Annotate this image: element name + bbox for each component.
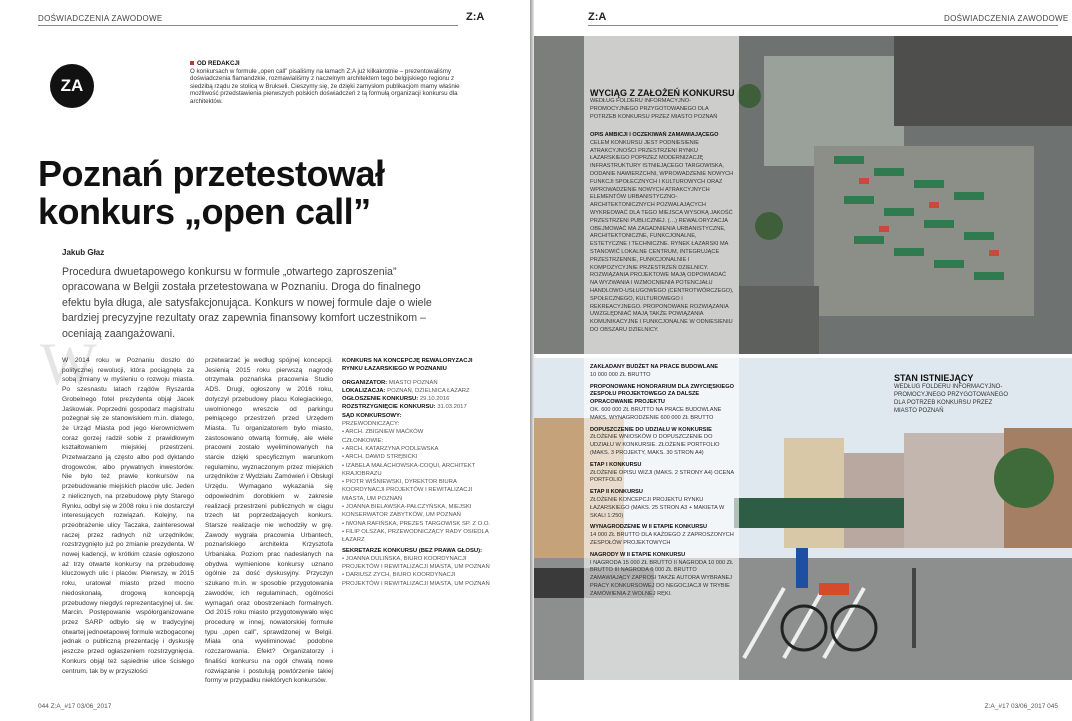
jury-item: CZŁONKOWIE: [342,437,384,444]
jury-item: • IZABELA MAŁACHOWSKA-COQUI, ARCHITEKT KRAJOBRAZU [342,462,476,477]
author-name: Jakub Głaz [62,248,105,257]
excerpt-body [590,132,735,335]
budget-value: 10 000 000 ZŁ BRUTTO [590,371,651,378]
excerpt-title: WYCIĄG Z ZAŁOŻEŃ KONKURSU [590,88,735,98]
budget-value: I NAGRODA 15 000 ZŁ BRUTTO II NAGRODA 10 000 ZŁ BRUTTO III NAGRODA 6 000 ZŁ BRUTTO ZAMAWIAJĄCY ZAPROSI TAKŻE AUTORA WYBRANEJ PRACY KONKURSOWEJ DO NEGOCJACJI W TRYBIE ZAMÓWIENIA Z WOLNEJ RĘKI. [590,559,734,597]
stan-caption [894,373,1014,415]
jury-label: SĄD KONKURSOWY: [342,412,402,419]
info-heading: KONKURS NA KONCEPCJĘ REWALORYZACJI RYNKU ŁAZARSKIEGO W POZNANIU [342,358,473,373]
excerpt-subtitle: WEDŁUG FOLDERU INFORMACYJNO-PROMOCYJNEGO PRZYGOTOWANEGO DLA POTRZEB KONKURSU PRZEZ MIASTO POZNAŃ [590,98,718,120]
editorial-note [190,60,470,106]
budget-label: DOPUSZCZENIE DO UDZIAŁU W KONKURSIE [590,426,712,433]
budget-label: ETAP II KONKURSU [590,489,643,496]
section-header: DOŚWIADCZENIA ZAWODOWE [38,14,163,23]
jury-item: • PIOTR WIŚNIEWSKI, DYREKTOR BIURA KOORDYNACJI PROJEKTÓW I REWITALIZACJI MIASTA, UM POZNAŃ [342,479,473,502]
budget-value: OK. 600 000 ZŁ BRUTTO NA PRACE BUDOWLANE MAKS. WYNAGRODZENIE 600 000 ZŁ BRUTTO [590,406,722,421]
brand-logo-right: Z:A [588,11,607,23]
location-label: LOKALIZACJA: [342,387,386,394]
editorial-text: O konkursach w formule „open call” pisaliśmy na łamach Z:A już kilkakrotnie – prezentowaliśmy doświadczenia flamandzkie, rozmawialiśmy z naczelnym architektem tego belgijskiego regionu z siedzibą rządu ze stolicą w Brukseli. Cieszymy się, że dzięki zamysłom publikacjom mamy właśnie możliwość przedstawienia pierwszych polskich doświadczeń z tą formułą organizacji konkursu dla architektów. [190,67,460,105]
secretaries-label: SEKRETARZE KONKURSU (BEZ PRAWA GŁOSU): [342,547,483,554]
header-rule [38,25,458,26]
budget-label: WYNAGRODZENIE W II ETAPIE KONKURSU [590,524,708,531]
budget-value: ZŁOŻENIE WNIOSKÓW O DOPUSZCZENIE DO UDZIAŁU W KONKURSIE. ZŁOŻENIE PORTFOLIO (MAKS. 3 PROJEKTY, MAKS. 30 STRON A4) [590,434,720,456]
stan-subtitle: WEDŁUG FOLDERU INFORMACYJNO-PROMOCYJNEGO PRZYGOTOWANEGO DLA POTRZEB KONKURSU PRZEZ MIASTO POZNAŃ [894,384,1009,414]
organizer-label: ORGANIZATOR: [342,379,388,386]
budget-value: 14 000 ZŁ BRUTTO DLA KAŻDEGO Z ZAPROSZONYCH ZESPOŁÓW PROJEKTOWYCH [590,532,734,546]
budget-list [590,364,735,599]
drop-cap-watermark: W [40,331,97,397]
organizer-value: MIASTO POZNAŃ [388,379,438,386]
left-page [0,0,530,721]
article-title [38,155,385,231]
jury-item: • ARCH. KATARZYNA PODLEWSKA [342,445,439,452]
resolved-label: ROZSTRZYGNIĘCIE KONKURSU: [342,404,436,411]
title-line-2: konkurs „open call” [38,191,371,232]
title-line-1: Poznań przetestował [38,153,385,194]
article-lead: Procedura dwuetapowego konkursu w formule „otwartego zaproszenia” opracowana w Belgii została przetestowana w Poznaniu. Droga do finalnego efektu była długa, ale satysfakcjonująca. Konkurs w nowej formule daje o wiele bardziej precyzyjne rezultaty oraz zapewnia finansowy komfort uczestnikom – oceniają zaangażowani. [62,266,432,340]
secretary-item: • JOANNA DULIŃSKA, BIURO KOORDYNACJI PROJEKTÓW I REWITALIZACJI MIASTA, UM POZNAŃ [342,555,490,571]
budget-label: ZAKŁADANY BUDŻET NA PRACE BUDOWLANE [590,364,719,370]
za-badge: ZA [50,64,94,108]
resolved-value: 31.03.2017 [437,404,467,411]
excerpt-section-label: OPIS AMBICJI I OCZEKIWAŃ ZAMAWIAJĄCEGO [590,132,719,138]
jury-item: PRZEWODNICZĄCY: [342,421,400,428]
body-column-1: W 2014 roku w Poznaniu doszło do politycznej rewolucji, która pociągnęła za sobą zmiany w myśleniu o rozwoju miasta. Po szesnastu latach rządów Ryszarda Grobelnego fotel prezydenta objął Jacek Jaśkowiak. Poprzedni gospodarz magistratu pożegnał się ze stanowiskiem m.in. dlatego, że Urząd Miasta pod jego kierownictwem coraz gorzej radził sobie z prawidłowym kształtowaniem miejskiej przestrzeni. Przetwarzano ją często albo pod dyktando drogowców, albo prywatnych inwestorów. Nie było też prawie konkursów na przebudowanie miejskich placów ulic. Jeden z nielicznych, na przebudowę płyty Starego Rynku, odbył się w 2008 roku i nie dostarczył interesujących rozwiązań. Kolejny, na przeobrażenie ulicy Taczaka, zainteresował raczej przez radnych niż urzędników, rozstrzygnięto już po zmianie prezydenta. W nowej kadencji, w krótkim czasie ogłoszono aż trzy otwarte konkursy na przebudowę kluczowych ulic i placów. Pierwszy, w 2015 roku, uratował miasto przed mocno niedoskonałą, drogową koncepcją przebudowy niegdyś reprezentacyjnej ul. św. Marcin. Postępowanie współorganizowane przez SARP odbyło się w tradycyjnej otwartej jednoetapowej formule wzbogaconej jednak o publiczną prezentację i dyskusję jeszcze przed ogłaszeniem rozstrzygnięcia. Konkurs objął też sąsiednie ulice ścisłego centrum, tak by w przyszłości [62,357,194,675]
jury-item: • ARCH. DAWID STRĘBICKI [342,454,418,461]
budget-value: ZŁOŻENIE OPISU WIZJI (MAKS. 2 STRONY A4) OCENA PORTFOLIO [590,469,734,484]
secretary-item: • DARIUSZ ZYCH, BIURO KOORDYNACJI PROJEKTÓW I REWITALIZACJI MIASTA, UM POZNAŃ [342,572,490,587]
jury-item: • ARCH. ZBIGNIEW MAĆKÓW [342,429,424,436]
jury-item: • JOANNA BIELAWSKA-PAŁCZYŃSKA, MIEJSKI KONSERWATOR ZABYTKÓW, UM POZNAŃ [342,504,472,519]
page-footer-left: 044 Z:A_#17 03/06_2017 [38,703,112,710]
editorial-label: OD REDAKCJI [197,60,240,67]
jury-item: • FILIP OLSZAK, PRZEWODNICZĄCY RADY OSIEDLA ŁAZARZ [342,528,489,544]
location-value: POZNAŃ, DZIELNICA ŁAZARZ [387,387,470,394]
budget-label: NAGRODY W II ETAPIE KONKURSU [590,551,686,558]
excerpt-text: CELEM KONKURSU JEST PODNIESIENIE ATRAKCYJNOŚCI PRZESTRZENI RYNKU ŁAZARSKIEGO POPRZEZ MODERNIZACJĘ INFRASTRUKTURY ISTNIEJĄCEGO TARGOWISKA, DODANIE NAWIERZCHNI, WPROWADZENIE NOWYCH FUNKCJI SPOŁECZNYCH I KULTUROWYCH ORAZ WPROWADZENIE NOWYCH ATRAKCYJNYCH ELEMENTÓW URBANISTYCZNO-ARCHITEKTONICZNYCH POZWALAJĄCYCH WYKREOWAĆ DLA TEGO MIEJSCA WYSOKĄ JAKOŚĆ PRZESTRZENI PUBLICZNEJ. (…) REWALORYZACJA OBEJMOWAĆ MA ZAGADNIENIA URBANISTYCZNE, ARCHITEKTONICZNE, FUNKCJONALNE, ESTETYCZNE I TECHNICZNE. RYNEK ŁAZARSKI MA STANOWIĆ LOKALNE CENTRUM, INTEGRUJĄCE PRZESTRZENNIE, FUNKCJONALNIE I KOMPOZYCYJNIE PRZESTRZEŃ DZIELNICY. ROZWIĄZANIA PROJEKTOWE MAJĄ ODPOWIADAĆ NA WYZWANIA I WZMOCNIENIA POTENCJAŁU HANDLOWO-USŁUGOWEGO (CENTROTWÓRCZEGO), SPOŁECZNEGO, KULTUROWEGO I REKREACYJNEGO. PROPONOWANE ROZWIĄZANIA UWZGLĘDNIAĆ MAJĄ TAKŻE POWIĄZANIA KOMUNIKACYJNE I FUNKCJONALNE W ODNIESIENIU DO OBSZARU DZIELNICY. [590,139,734,333]
brand-logo: Z:A [466,11,485,23]
budget-label: PROPONOWANE HONORARIUM DLA ZWYCIĘSKIEGO ZESPOŁU PROJEKTOWEGO ZA DALSZE OPRACOWANIE PROJEKTU [590,383,734,406]
jury-item: • IWONA RAFIŃSKA, PREZES TARGOWISK SP. Z O.O. [342,520,491,527]
announced-label: OGŁOSZENIE KONKURSU: [342,396,419,403]
announced-value: 29.10.2016 [419,396,450,403]
stan-title: STAN ISTNIEJĄCY [894,373,974,383]
red-square-icon [190,61,194,65]
page-footer-right: Z:A_#17 03/06_2017 045 [984,703,1058,710]
header-rule-right [588,25,1058,26]
section-header-right: DOŚWIADCZENIA ZAWODOWE [944,14,1069,23]
right-page [534,0,1072,721]
body-column-2: przetwarzać je według spójnej koncepcji. Jesienią 2015 roku pierwszą nagrodę otrzymała poznańska pracownia Studio ADS. Drugi, ogłoszony w 2016 roku, dotyczył przebudowy placu Kolegiackiego, uwolnionego wreszcie od parkingu pełniącego przestrzeń przed Urzędem Miasta. Tu organizatorem było miasto, zastosowano otwartą formułę, ale wiele pracowni zostało wyeliminowanych na starcie dzięki specyficznym warunkom regulaminu, wyznaczonym przez miejskich urzędników z Wydziału Zamówień i Obsługi Urzędu. Wymagano wykazania się odpowiednim dorobkiem w zakresie realizacji przestrzeni publicznych w ciągu trzech lat poprzedzających konkurs. Starsze realizacje nie wchodziły w grę. Zawody wygrała pracownia Urbantech, poznańskiego architekta Krzysztofa Urbaniaka. Poziom prac nadesłanych na obydwa wymienione konkursy uznano ogólnie za dość dyskusyjny. Przyczyn szukano m.in. w sposobie przygotowania zawodów, ich regulaminach, ogólności wymagań oraz obostrzeniach formalnych. Od 2015 roku miasto przygotowywało więc procedurę w innej, nowatorskiej formule typu „open call”, sprawdzonej w Belgii. Miała ona wyeliminować podobne rozczarowania. Efekt? Organizatorzy i finaliści konkursu na ogół chwalą nowe rozwiązanie i postulują powtórzenie takiej formy w przypadku niektórych konkursów. [205,357,333,685]
competition-info [342,357,492,588]
budget-value: ZŁOŻENIE KONCEPCJI PROJEKTU RYNKU ŁAZARSKIEGO (MAKS. 25 STRON A3 + MAKIETA W SKALI 1:250) [590,496,725,519]
budget-label: ETAP I KONKURSU [590,461,642,468]
